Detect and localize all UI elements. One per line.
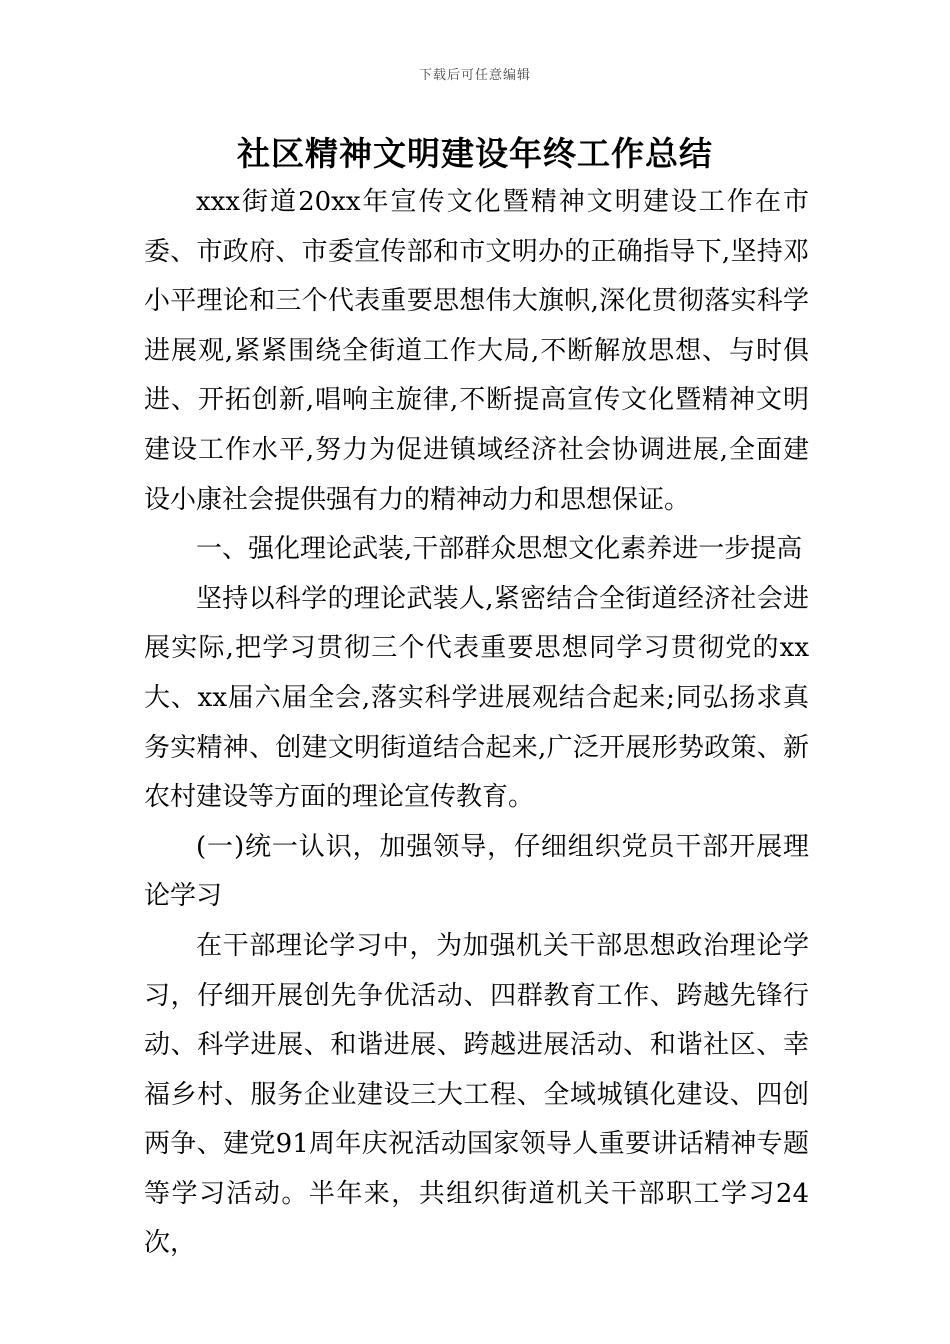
section-heading-1: 一、强化理论武装,干部群众思想文化素养进一步提高 — [196, 534, 803, 565]
document-title: 社区精神文明建设年终工作总结 — [237, 134, 713, 173]
subsection-heading-1: (一)统一认识，加强领导，仔细组织党员干部开展理论学习 — [144, 831, 809, 912]
paragraph-subsection-1: 在干部理论学习中，为加强机关干部思想政治理论学习，仔细开展创先争优活动、四群教育工作、跨越先锋行动、科学进展、和谐进展、跨越进展活动、和谐社区、幸福乡村、服务企业建设三大工程、全域城镇化建设、四创两争、建党91周年庆祝活动国家领导人重要讲话精神专题等学习活动。半年来，共组织街道机关干部职工学习24次， — [144, 930, 809, 1259]
header-note: 下载后可任意编辑 — [418, 68, 531, 83]
document-body — [144, 178, 809, 1269]
paragraph-intro: xxx街道20xx年宣传文化暨精神文明建设工作在市委、市政府、市委宣传部和市文明办的正确指导下,坚持邓小平理论和三个代表重要思想伟大旗帜,深化贯彻落实科学进展观,紧紧围绕全街道工作大局,不断解放思想、与时俱进、开拓创新,唱响主旋律,不断提高宣传文化暨精神文明建设工作水平,努力为促进镇域经济社会协调进展,全面建设小康社会提供强有力的精神动力和思想保证。 — [144, 187, 809, 515]
paragraph-section-1: 坚持以科学的理论武装人,紧密结合全街道经济社会进展实际,把学习贯彻三个代表重要思想同学习贯彻党的xx大、xx届六届全会,落实科学进展观结合起来;同弘扬求真务实精神、创建文明街道结合起来,广泛开展形势政策、新农村建设等方面的理论宣传教育。 — [144, 583, 809, 813]
